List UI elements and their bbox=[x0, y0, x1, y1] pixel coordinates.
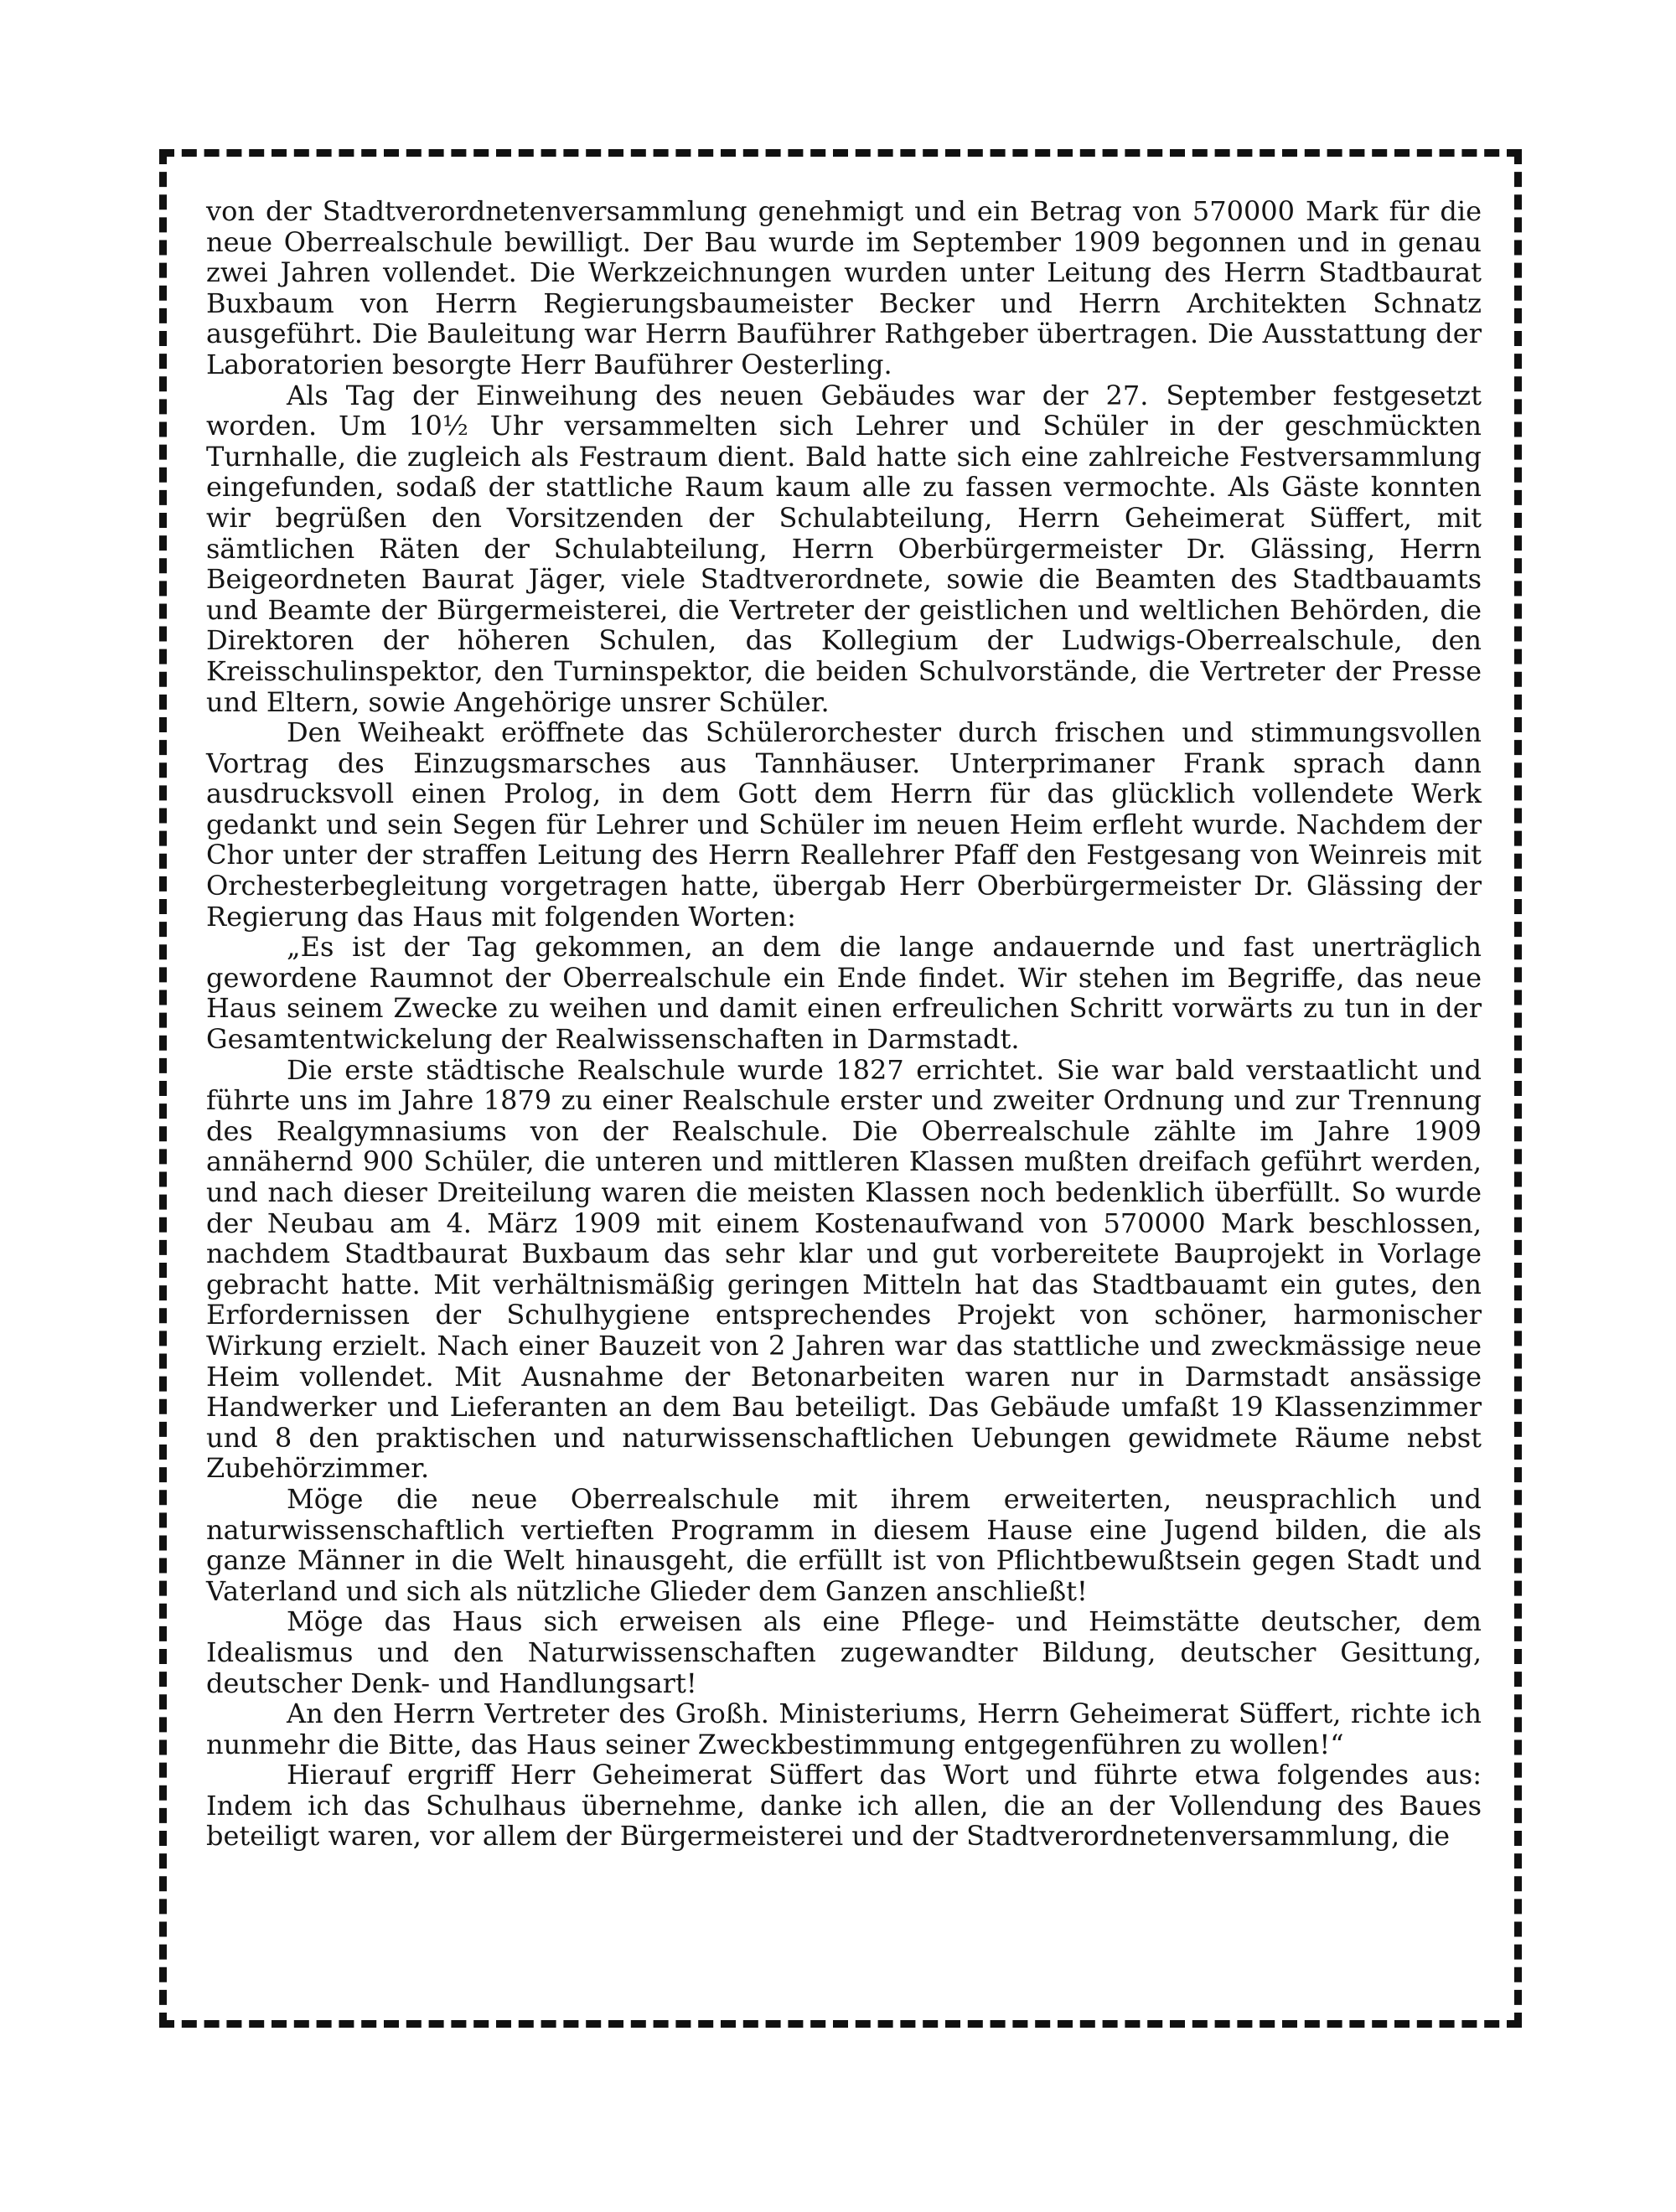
paragraph-speech-start: „Es ist der Tag gekommen, an dem die lange andauernde und fast unerträglich gewordene Raumnot der Oberrealschule ein Ende findet. Wir stehen im Begriffe, das neue Haus seinem Zwecke zu weihen und damit einen erfreulichen Schritt vorwärts zu tun in der Gesamtentwickelung der Realwissenschaften in Darmstadt. bbox=[206, 931, 1482, 1056]
paragraph-wish-youth: Möge die neue Oberrealschule mit ihrem erweiterten, neusprachlich und naturwissenschaftlich vertieften Programm in diesem Hause eine Jugend bilden, die als ganze Männer in die Welt hinausgeht, die erfüllt ist von Pflichtbewußtsein gegen Stadt und Vaterland und sich als nützliche Glieder dem Ganzen anschließt! bbox=[206, 1482, 1482, 1607]
body-text bbox=[206, 196, 1482, 1852]
paragraph-wish-house: Möge das Haus sich erweisen als eine Pflege- und Heimstätte deutscher, dem Idealismus und den Naturwissenschaften zugewandter Bildung, deutscher Gesittung, deutscher Denk- und Handlungsart! bbox=[206, 1605, 1482, 1699]
paragraph-ceremony-opening: Den Weiheakt eröffnete das Schülerorchester durch frischen und stimmungsvollen Vortrag des Einzugsmarsches aus Tannhäuser. Unterprimaner Frank sprach dann ausdrucksvoll einen Prolog, in dem Gott dem Herrn für das glücklich vollendete Werk gedankt und sein Segen für Lehrer und Schüler im neuen Heim erfleht wurde. Nachdem der Chor unter der straffen Leitung des Herrn Reallehrer Pfaff den Festgesang von Weinreis mit Orchesterbegleitung vorgetragen hatte, übergab Herr Oberbürgermeister Dr. Glässing der Regierung das Haus mit folgenden Worten: bbox=[206, 716, 1482, 933]
paragraph-school-history: Die erste städtische Realschule wurde 1827 errichtet. Sie war bald verstaatlicht und führte uns im Jahre 1879 zu einer Realschule erster und zweiter Ordnung und zur Trennung des Realgymnasiums von der Realschule. Die Oberrealschule zählte im Jahre 1909 annähernd 900 Schüler, die unteren und mittleren Klassen mußten dreifach geführt werden, und nach dieser Dreiteilung waren die meisten Klassen noch bedenklich überfüllt. So wurde der Neubau am 4. März 1909 mit einem Kostenaufwand von 570000 Mark beschlossen, nachdem Stadtbaurat Buxbaum das sehr klar und gut vorbereitete Bauprojekt in Vorlage gebracht hatte. Mit verhältnismäßig geringen Mitteln hat das Stadtbauamt ein gutes, den Erfordernissen der Schulhygiene entsprechendes Projekt von schöner, harmonischer Wirkung erzielt. Nach einer Bauzeit von 2 Jahren war das stattliche und zweckmässige neue Heim vollendet. Mit Ausnahme der Betonarbeiten waren nur in Darmstadt ansässige Handwerker und Lieferanten an dem Bau beteiligt. Das Gebäude umfaßt 19 Klassenzimmer und 8 den praktischen und naturwissenschaftlichen Uebungen gewidmete Räume nebst Zubehörzimmer. bbox=[206, 1053, 1482, 1485]
paragraph-inauguration-day: Als Tag der Einweihung des neuen Gebäudes war der 27. September festgesetzt worden. Um 10½ Uhr versammelten sich Lehrer und Schüler in der geschmückten Turnhalle, die zugleich als Festraum dient. Bald hatte sich eine zahlreiche Festversammlung eingefunden, sodaß der stattliche Raum kaum alle zu fassen vermochte. Als Gäste konnten wir begrüßen den Vorsitzenden der Schulabteilung, Herrn Geheimerat Süffert, mit sämtlichen Räten der Schulabteilung, Herrn Oberbürgermeister Dr. Glässing, Herrn Beigeordneten Baurat Jäger, viele Stadtverordnete, sowie die Beamten des Stadtbauamts und Beamte der Bürgermeisterei, die Vertreter der geistlichen und weltlichen Behörden, die Direktoren der höheren Schulen, das Kollegium der Ludwigs-Oberrealschule, den Kreisschulinspektor, den Turninspektor, die beiden Schulvorstände, die Vertreter der Presse und Eltern, sowie Angehörige unsrer Schüler. bbox=[206, 379, 1482, 718]
paragraph-1-continuation: von der Stadtverordnetenversammlung genehmigt und ein Betrag von 570000 Mark für die neue Oberrealschule bewilligt. Der Bau wurde im September 1909 begonnen und in genau zwei Jahren vollendet. Die Werkzeichnungen wurden unter Leitung des Herrn Stadtbaurat Buxbaum von Herrn Regierungsbaumeister Becker und Herrn Architekten Schnatz ausgeführt. Die Bauleitung war Herrn Bauführer Rathgeber übertragen. Die Ausstattung der Laboratorien besorgte Herr Bauführer Oesterling. bbox=[206, 195, 1482, 380]
paragraph-request-ministry: An den Herrn Vertreter des Großh. Ministeriums, Herrn Geheimerat Süffert, richte ich nunmehr die Bitte, das Haus seiner Zweckbestimmung entgegenführen zu wollen!“ bbox=[206, 1698, 1482, 1760]
paragraph-sueffert-response: Hierauf ergriff Herr Geheimerat Süffert das Wort und führte etwa folgendes aus: Indem ich das Schulhaus übernehme, danke ich allen, die an der Vollendung des Baues beteiligt waren, vor allem der Bürgermeisterei und der Stadtverordnetenversammlung, die bbox=[206, 1759, 1482, 1853]
